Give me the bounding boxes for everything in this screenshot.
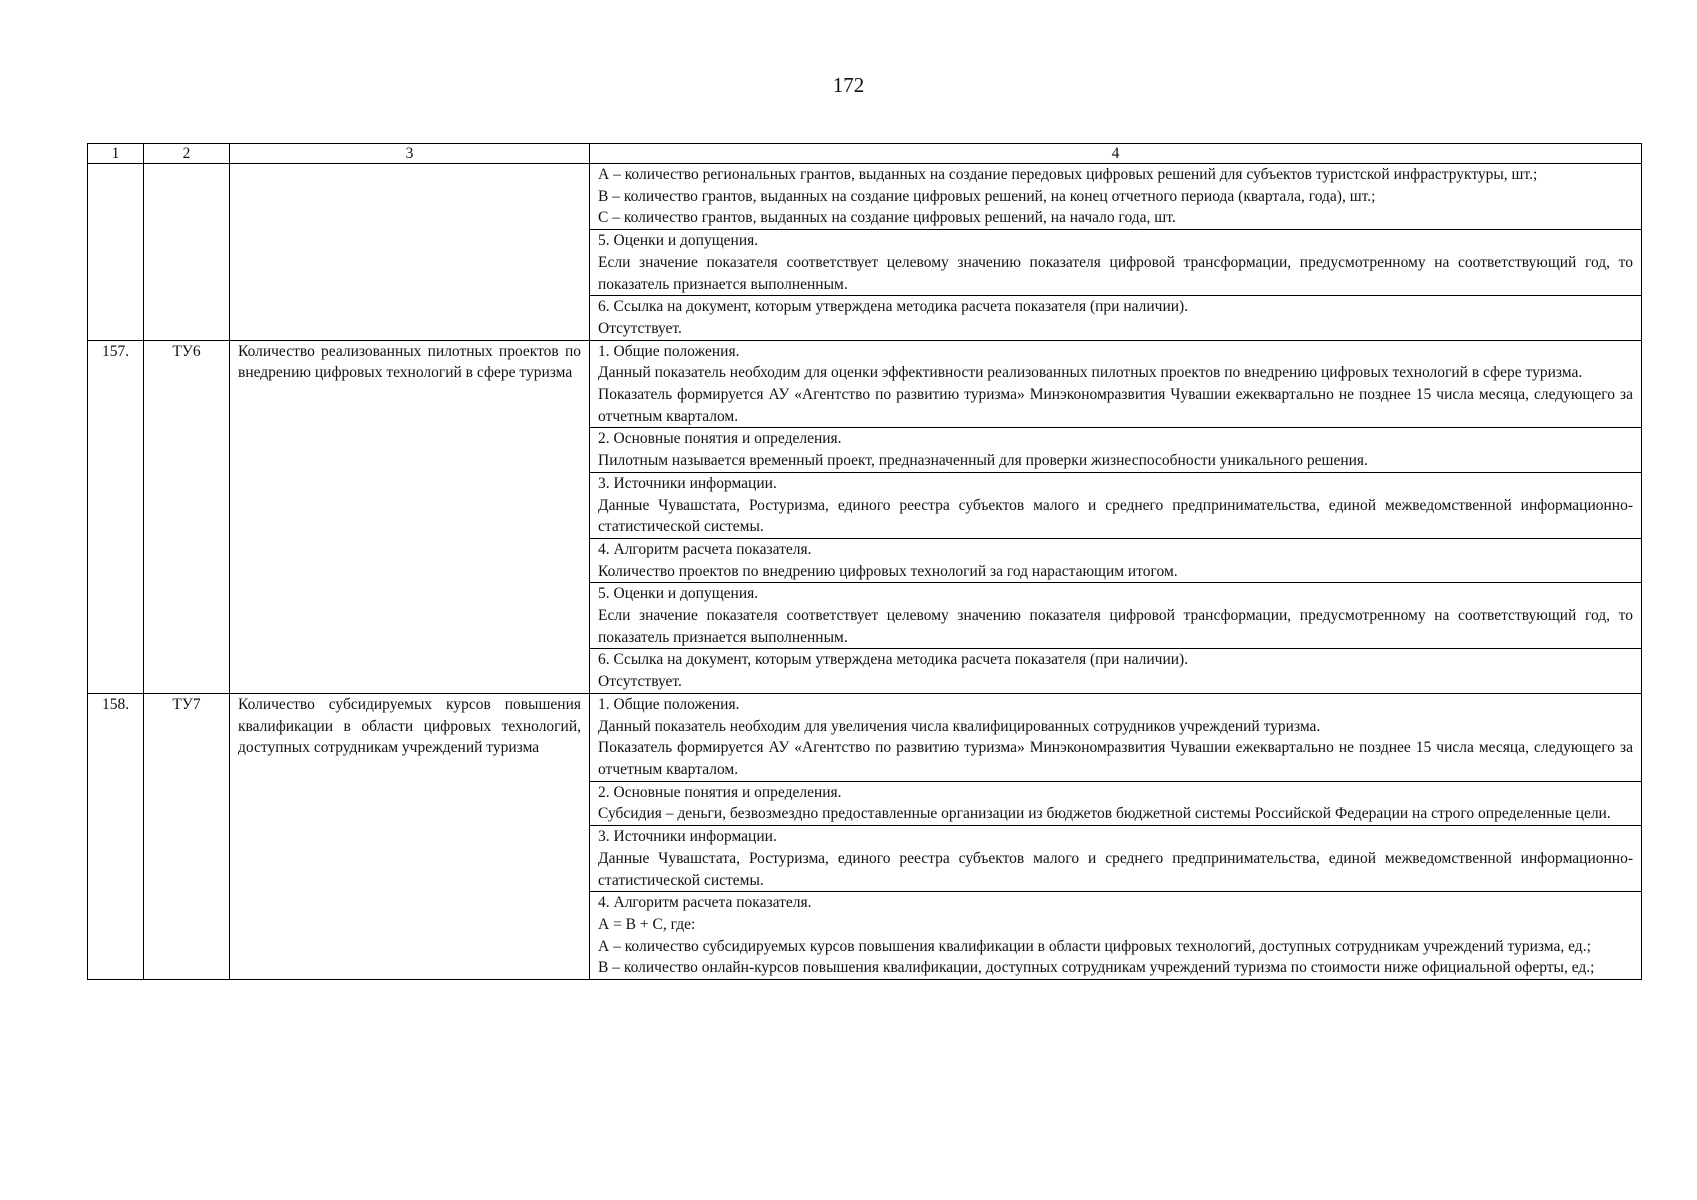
section-cell <box>590 230 1642 296</box>
page-number: 172 <box>832 73 865 97</box>
section-line: 4. Алгоритм расчета показателя. <box>598 894 812 912</box>
section-line: А = В + С, где: <box>598 915 696 933</box>
section-line: Данные Чувашстата, Ростуризма, единого реестра субъектов малого и среднего предпринимательства, единой межведомственной информационно-статистической системы. <box>598 849 1633 889</box>
header-cell-2: 2 <box>144 144 230 164</box>
section-cell <box>590 428 1642 472</box>
section-cell <box>590 296 1642 340</box>
section-line: В – количество грантов, выданных на создание цифровых решений, на конец отчетного периода (квартала, года), шт.; <box>598 187 1376 205</box>
section-line: А – количество региональных грантов, выданных на создание передовых цифровых решений для субъектов туристской инфраструктуры, шт.; <box>598 166 1538 183</box>
section-line: 4. Алгоритм расчета показателя. <box>598 540 812 558</box>
section-line: Если значение показателя соответствует целевому значению показателя цифровой трансформации, предусмотренному на соответствующий год, то показатель признается выполненным. <box>598 607 1633 646</box>
section-line: 1. Общие положения. <box>598 695 740 713</box>
section-cell <box>590 649 1642 693</box>
section-line: Данные Чувашстата, Ростуризма, единого реестра субъектов малого и среднего предпринимательства, единой межведомственной информационно-статистической системы. <box>598 496 1633 536</box>
section-line: 6. Ссылка на документ, которым утверждена методика расчета показателя (при наличии). <box>598 651 1189 669</box>
indicator-name-cell <box>230 164 590 341</box>
section-line: Пилотным называется временный проект, предназначенный для проверки жизнеспособности уникального решения. <box>598 452 1368 470</box>
section-line: 2. Основные понятия и определения. <box>598 430 842 448</box>
number-cell: 158. <box>88 693 144 979</box>
number-cell <box>88 164 144 341</box>
number-cell: 157. <box>88 340 144 693</box>
section-line: 3. Источники информации. <box>598 828 777 846</box>
section-cell <box>590 781 1642 825</box>
section-cell <box>590 472 1642 538</box>
section-line: Субсидия – деньги, безвозмездно предоставленные организации из бюджетов бюджетной системы Российской Федерации на строго определенные цели. <box>598 805 1611 823</box>
section-line: 3. Источники информации. <box>598 474 777 492</box>
code-cell: ТУ6 <box>144 340 230 693</box>
section-cell <box>590 826 1642 892</box>
section-line: Если значение показателя соответствует целевому значению показателя цифровой трансформации, предусмотренному на соответствующий год, то показатель признается выполненным. <box>598 253 1633 293</box>
table-header-row <box>88 144 1642 164</box>
section-line: В – количество онлайн-курсов повышения квалификации, доступных сотрудникам учреждений туризма по стоимости ниже официальной оферты, ед.; <box>598 959 1595 977</box>
section-line: 1. Общие положения. <box>598 342 740 360</box>
table-row <box>88 340 1642 428</box>
code-cell: ТУ7 <box>144 693 230 979</box>
section-line: Отсутствует. <box>598 319 682 337</box>
section-line: 2. Основные понятия и определения. <box>598 783 842 801</box>
section-line: Количество проектов по внедрению цифровых технологий за год нарастающим итогом. <box>598 562 1178 580</box>
indicator-name-cell: Количество субсидируемых курсов повышения квалификации в области цифровых технологий, доступных сотрудникам учреждений туризма <box>230 693 590 979</box>
section-line: 5. Оценки и допущения. <box>598 585 759 603</box>
indicator-name-cell: Количество реализованных пилотных проектов по внедрению цифровых технологий в сфере туризма <box>230 340 590 693</box>
section-cell <box>590 340 1642 428</box>
section-cell <box>590 892 1642 980</box>
section-cell <box>590 693 1642 781</box>
section-line: 6. Ссылка на документ, которым утверждена методика расчета показателя (при наличии). <box>598 298 1189 316</box>
header-cell-1: 1 <box>88 144 144 164</box>
code-cell <box>144 164 230 341</box>
header-cell-3: 3 <box>230 144 590 164</box>
table-row <box>88 693 1642 781</box>
section-line: Отсутствует. <box>598 673 682 691</box>
section-line: Показатель формируется АУ «Агентство по развитию туризма» Минэкономразвития Чувашии ежеквартально не позднее 15 числа месяца, следующего за отчетным кварталом. <box>598 739 1633 778</box>
section-line: 5. Оценки и допущения. <box>598 232 759 250</box>
section-line: Показатель формируется АУ «Агентство по развитию туризма» Минэкономразвития Чувашии ежеквартально не позднее 15 числа месяца, следующего за отчетным кварталом. <box>598 386 1633 425</box>
section-cell <box>590 538 1642 582</box>
table-row <box>88 164 1642 230</box>
section-line: А – количество субсидируемых курсов повышения квалификации в области цифровых технологий, доступных сотрудникам учреждений туризма, ед.; <box>598 937 1591 955</box>
header-cell-4: 4 <box>590 144 1642 164</box>
section-cell <box>590 583 1642 649</box>
indicators-table <box>87 143 1642 980</box>
section-line: Данный показатель необходим для оценки эффективности реализованных пилотных проектов по внедрению цифровых технологий в сфере туризма. <box>598 364 1583 382</box>
section-line: С – количество грантов, выданных на создание цифровых решений, на начало года, шт. <box>598 209 1176 227</box>
section-line: Данный показатель необходим для увеличения числа квалифицированных сотрудников учреждений туризма. <box>598 717 1321 735</box>
section-cell <box>590 164 1642 230</box>
